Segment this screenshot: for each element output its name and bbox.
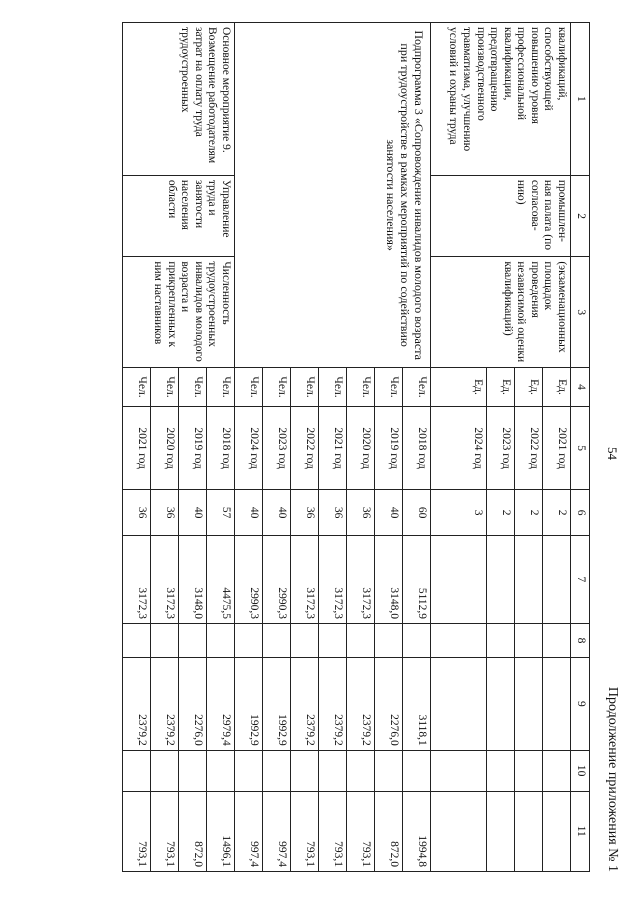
value-cell: 2979,4	[207, 657, 235, 750]
value-cell: 997,4	[263, 791, 291, 871]
year-cell: 2021 год	[123, 406, 151, 490]
unit-cell: Чел.	[123, 368, 151, 406]
unit-cell: Чел.	[347, 368, 375, 406]
year-cell: 2024 год	[431, 406, 487, 490]
unit-cell: Ед.	[543, 368, 571, 406]
value-cell: 3172,3	[319, 535, 347, 623]
value-cell: 40	[375, 490, 403, 535]
value-cell: 997,4	[235, 791, 263, 871]
year-cell: 2022 год	[291, 406, 319, 490]
value-cell: 1994,8	[403, 791, 431, 871]
unit-cell: Чел.	[263, 368, 291, 406]
year-cell: 2020 год	[347, 406, 375, 490]
year-cell: 2018 год	[403, 406, 431, 490]
value-cell: 2	[543, 490, 571, 535]
value-cell: 40	[235, 490, 263, 535]
value-cell: 2	[515, 490, 543, 535]
value-cell: 3172,3	[347, 535, 375, 623]
unit-cell: Чел.	[207, 368, 235, 406]
value-cell: 2379,2	[347, 657, 375, 750]
value-cell: 5112,9	[403, 535, 431, 623]
unit-cell: Чел.	[235, 368, 263, 406]
value-cell: 1496,1	[207, 791, 235, 871]
unit-cell: Чел.	[319, 368, 347, 406]
table-row	[543, 23, 571, 872]
value-cell: 36	[151, 490, 179, 535]
value-cell: 60	[403, 490, 431, 535]
col-header: 10	[571, 750, 590, 791]
year-cell: 2020 год	[151, 406, 179, 490]
col-header: 2	[571, 175, 590, 257]
value-cell: 36	[319, 490, 347, 535]
value-cell: 2379,2	[291, 657, 319, 750]
value-cell: 40	[263, 490, 291, 535]
year-cell: 2018 год	[207, 406, 235, 490]
activity-description: квалификаций, способствующей повышению уровня профессиональной квалификации, предотвращению производственного травматизма, улучшению условий и охраны труда	[431, 23, 571, 176]
unit-cell: Чел.	[179, 368, 207, 406]
value-cell: 57	[207, 490, 235, 535]
col-header: 4	[571, 368, 590, 406]
value-cell: 36	[291, 490, 319, 535]
col-header: 6	[571, 490, 590, 535]
value-cell: 3148,0	[179, 535, 207, 623]
value-cell: 2990,3	[235, 535, 263, 623]
value-cell: 793,1	[151, 791, 179, 871]
value-cell: 2379,2	[123, 657, 151, 750]
unit-cell: Чел.	[403, 368, 431, 406]
executor-cell: промышлен-ная палата (по согласова-нию)	[431, 175, 571, 257]
year-cell: 2024 год	[235, 406, 263, 490]
col-header: 1	[571, 23, 590, 176]
year-cell: 2023 год	[487, 406, 515, 490]
col-header: 11	[571, 791, 590, 871]
rotated-page	[84, 22, 624, 872]
unit-cell: Ед.	[487, 368, 515, 406]
value-cell: 872,0	[179, 791, 207, 871]
value-cell: 2379,2	[319, 657, 347, 750]
year-cell: 2021 год	[543, 406, 571, 490]
value-cell: 2	[487, 490, 515, 535]
subprogram-title: Подпрограмма 3 «Сопровождение инвалидов молодого возраста при трудоустройстве в рамках мероприятий по содействию занятости населения»	[235, 23, 431, 368]
value-cell: 2276,0	[375, 657, 403, 750]
value-cell: 2990,3	[263, 535, 291, 623]
col-header: 9	[571, 657, 590, 750]
value-cell: 3148,0	[375, 535, 403, 623]
year-cell: 2019 год	[179, 406, 207, 490]
unit-cell: Ед.	[431, 368, 487, 406]
unit-cell: Чел.	[291, 368, 319, 406]
value-cell: 1992,9	[263, 657, 291, 750]
year-cell: 2022 год	[515, 406, 543, 490]
year-cell: 2023 год	[263, 406, 291, 490]
value-cell: 3172,3	[151, 535, 179, 623]
year-cell: 2019 год	[375, 406, 403, 490]
value-cell: 793,1	[123, 791, 151, 871]
value-cell: 3118,1	[403, 657, 431, 750]
value-cell: 40	[179, 490, 207, 535]
column-numbers-row	[571, 23, 590, 872]
value-cell: 3172,3	[123, 535, 151, 623]
value-cell: 3	[431, 490, 487, 535]
executor-cell: Управление труда и занятости населения области	[123, 175, 235, 257]
activity-description: Основное мероприятие 9. Возмещение работодателям затрат на оплату труда трудоустроенных	[123, 23, 235, 176]
col-header: 3	[571, 257, 590, 368]
unit-cell: Ед.	[515, 368, 543, 406]
col-header: 7	[571, 535, 590, 623]
page-number: 54	[605, 447, 620, 460]
value-cell: 3172,3	[291, 535, 319, 623]
year-cell: 2021 год	[319, 406, 347, 490]
program-table	[122, 22, 590, 872]
table-row	[207, 23, 235, 872]
value-cell: 36	[123, 490, 151, 535]
value-cell: 793,1	[347, 791, 375, 871]
unit-cell: Чел.	[151, 368, 179, 406]
table-row	[403, 23, 431, 872]
value-cell: 793,1	[319, 791, 347, 871]
value-cell: 793,1	[291, 791, 319, 871]
col-header: 5	[571, 406, 590, 490]
indicator-cell: Численность трудоустроенных инвалидов молодого возраста и прикрепленных к ним наставников	[123, 257, 235, 368]
value-cell: 4475,5	[207, 535, 235, 623]
indicator-cell: (экзаменационных площадок проведения независимой оценки квалификаций)	[431, 257, 571, 368]
continuation-title: Продолжение приложения № 1	[605, 686, 620, 872]
value-cell: 872,0	[375, 791, 403, 871]
unit-cell: Чел.	[375, 368, 403, 406]
value-cell: 36	[347, 490, 375, 535]
value-cell: 2276,0	[179, 657, 207, 750]
value-cell: 2379,2	[151, 657, 179, 750]
value-cell: 1992,9	[235, 657, 263, 750]
col-header: 8	[571, 624, 590, 658]
